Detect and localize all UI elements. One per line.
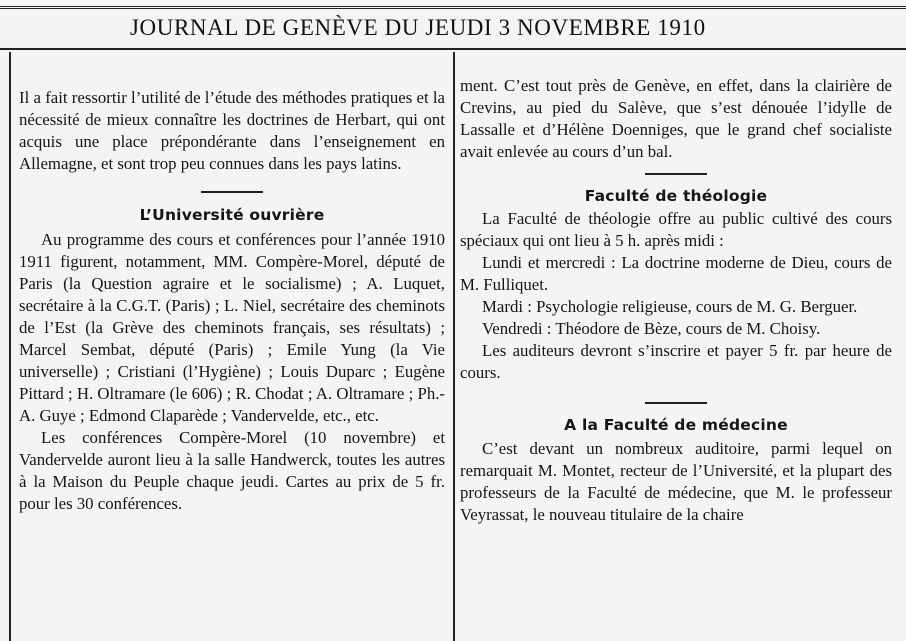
right-column [460, 75, 892, 526]
section-title-universite-ouvriere: L’Université ouvrière [139, 206, 325, 224]
schedule-line-monday: Lundi et mercredi : La doctrine moderne de Dieu, cours de M. Fulliquet. [460, 253, 892, 294]
theology-closing-paragraph: Les auditeurs devront s’inscrire et payer 5 fr. par heure de cours. [460, 341, 892, 382]
section-title-faculte-medecine: A la Faculté de médecine [564, 416, 788, 434]
section-title-faculte-theologie: Faculté de théologie [584, 187, 768, 205]
top-double-rule [0, 6, 906, 9]
schedule-line-friday: Vendredi : Théodore de Bèze, cours de M. Choisy. [482, 319, 821, 338]
schedule-line-tuesday: Mardi : Psychologie religieuse, cours de M. G. Berguer. [482, 297, 858, 316]
header-rule [0, 48, 906, 50]
theology-intro-paragraph: La Faculté de théologie offre au public cultivé des cours spéciaux qui ont lieu à 5 h. après midi : [460, 209, 892, 250]
left-column [19, 87, 445, 515]
conferences-paragraph: Les conférences Compère-Morel (10 novembre) et Vandervelde auront lieu à la salle Handwerck, toutes les autres à la Maison du Peuple chaque jeudi. Cartes au prix de 5 fr. pour les 30 conférences. [19, 428, 445, 513]
left-margin-rule [9, 52, 11, 641]
section-separator [645, 402, 707, 404]
newspaper-header-title: JOURNAL DE GENÈVE DU JEUDI 3 NOVEMBRE 1910 [130, 15, 706, 40]
section-separator [201, 191, 263, 193]
herbart-paragraph: Il a fait ressortir l’utilité de l’étude des méthodes pratiques et la nécessité de mieux connaître les doctrines de Herbart, qui ont acquis une place prépondérante dans l’enseignement en Allemagne, et sont trop peu connues dans les pays latins. [19, 88, 445, 173]
programme-paragraph: Au programme des cours et conférences pour l’année 1910 1911 figurent, notamment, MM. Compère-Morel, député de Paris (la Question agraire et le socialisme) ; A. Luquet, secrétaire à la C.G.T. (Paris) ; L. Niel, secrétaire des cheminots de l’Est (la Grève des cheminots français, ses résultats) ; Marcel Sembat, député (Paris) ; Emile Yung (la Vie universelle) ; Cristiani (l’Hygiène) ; Louis Duparc ; Eugène Pittard ; H. Oltramare (le 606) ; R. Chodat ; A. Oltramare ; Ph.-A. Guye ; Edmond Claparède ; Vandervelde, etc., etc. [19, 230, 445, 425]
section-separator [645, 173, 707, 175]
medicine-paragraph: C’est devant un nombreux auditoire, parmi lequel on remarquait M. Montet, recteur de l’Université, et la plupart des professeurs de la Faculté de médecine, que M. le professeur Veyrassat, le nouveau titulaire de la chaire [460, 439, 892, 524]
crevins-paragraph: ment. C’est tout près de Genève, en effet, dans la clairière de Crevins, au pied du Salève, que s’est dénouée l’idylle de Lassalle et d’Hélène Doenniges, que le grand chef socialiste avait enlevée au cours d’un bal. [460, 76, 892, 161]
column-divider-rule [453, 52, 455, 641]
